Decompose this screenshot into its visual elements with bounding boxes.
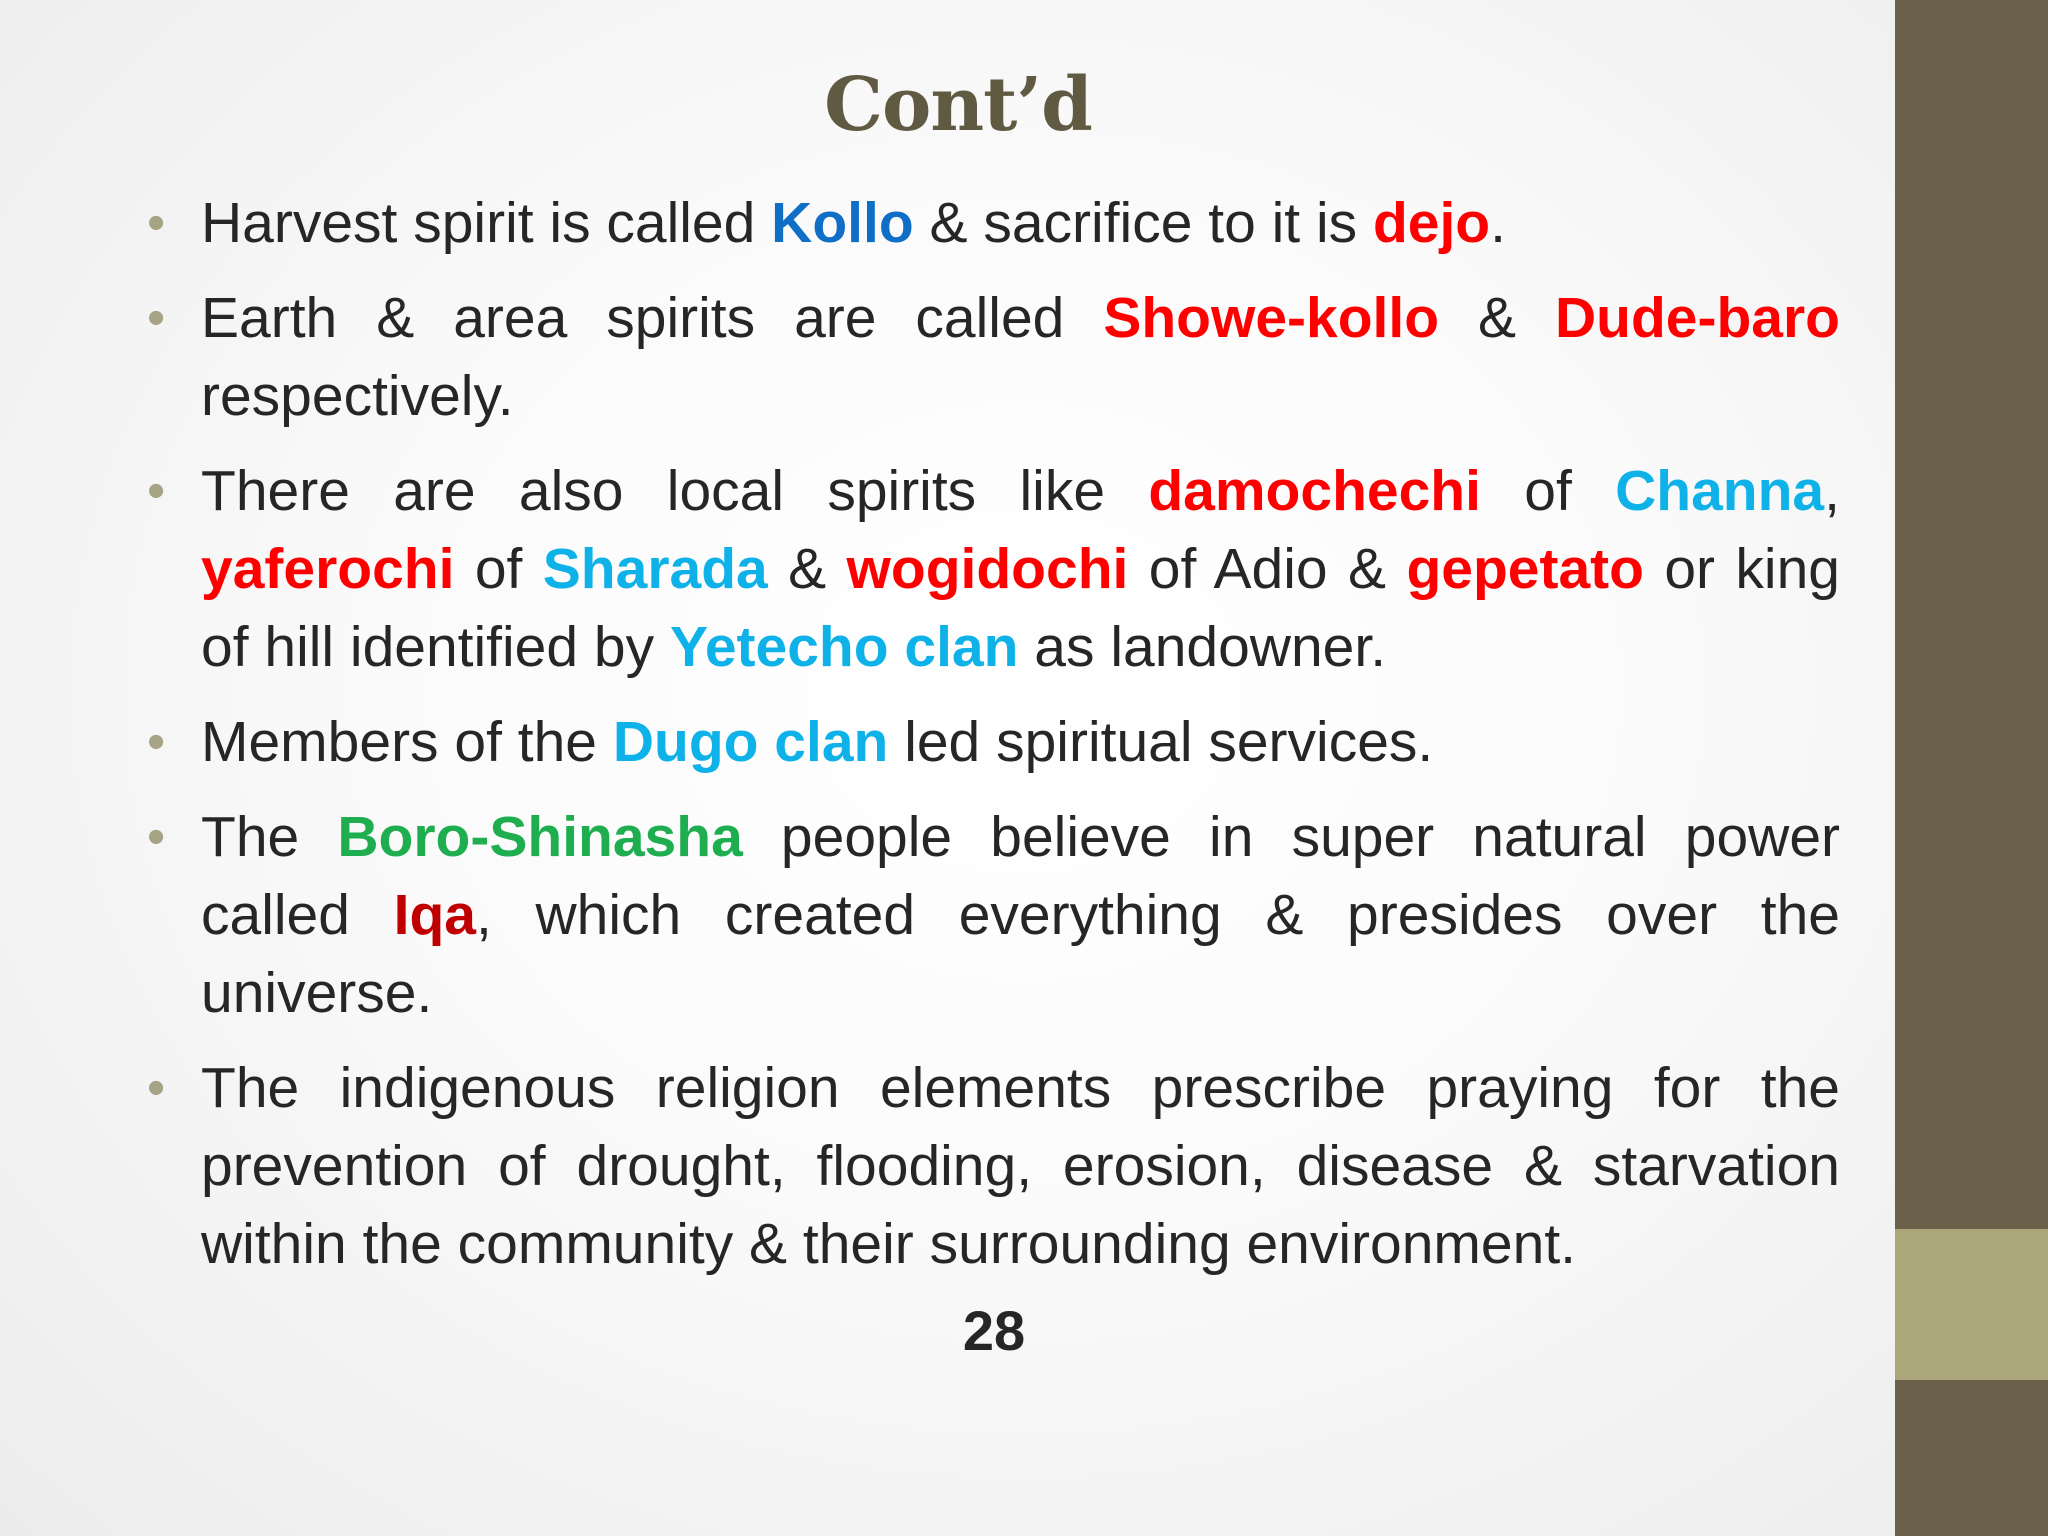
- bullet-list: [145, 184, 1840, 1300]
- bullet-text: led spiritual services.: [888, 710, 1434, 774]
- bullet-text: ,: [1824, 459, 1840, 523]
- bullet-item-dugo-clan: [145, 703, 1840, 781]
- bullet-text: &: [767, 537, 847, 601]
- bullet-text: people believe in super natural power called: [201, 805, 1841, 947]
- bullet-item-local-spirits: [145, 452, 1840, 686]
- term-yetecho-clan: Yetecho clan: [669, 615, 1019, 679]
- bullet-text: respectively.: [201, 364, 514, 428]
- term-showe-kollo: Showe-kollo: [1103, 286, 1440, 350]
- term-wogidochi: wogidochi: [846, 537, 1129, 601]
- term-channa: Channa: [1615, 459, 1825, 523]
- slide-title: Cont’d: [824, 62, 1092, 148]
- bullet-dot-icon: •: [147, 462, 166, 520]
- bullet-text: of: [454, 537, 543, 601]
- term-dude-baro: Dude-baro: [1554, 286, 1840, 350]
- bullet-text: Members of the: [201, 710, 613, 774]
- bullet-text: of: [1480, 459, 1616, 523]
- bullet-item-boro-shinasha: [145, 798, 1840, 1032]
- bullet-text: The indigenous religion elements prescribe praying for the prevention of drought, flooding, erosion, disease & starvation within the community & their surrounding environment.: [201, 1056, 1840, 1276]
- bullet-item-harvest-spirit: [145, 184, 1840, 262]
- bullet-text: & sacrifice to it is: [913, 191, 1373, 255]
- term-dejo: dejo: [1372, 191, 1491, 255]
- bullet-text: .: [1490, 191, 1506, 255]
- bullet-item-earth-spirits: [145, 279, 1840, 435]
- bullet-text: as landowner.: [1018, 615, 1387, 679]
- bullet-text: of Adio &: [1128, 537, 1407, 601]
- bullet-text: Harvest spirit is called: [201, 191, 772, 255]
- bullet-text: Earth & area spirits are called: [201, 286, 1104, 350]
- bullet-dot-icon: •: [147, 713, 166, 771]
- term-yaferochi: yaferochi: [201, 537, 455, 601]
- bullet-text: The: [201, 805, 338, 869]
- term-gepetato: gepetato: [1406, 537, 1644, 601]
- bullet-dot-icon: •: [147, 194, 166, 252]
- bullet-item-indigenous-religion: [145, 1049, 1840, 1283]
- bullet-dot-icon: •: [147, 289, 166, 347]
- term-boro-shinasha: Boro-Shinasha: [337, 805, 743, 869]
- term-sharada: Sharada: [542, 537, 768, 601]
- bullet-dot-icon: •: [147, 808, 166, 866]
- bullet-text: , which created everything & presides over the universe.: [201, 883, 1840, 1025]
- term-dugo-clan: Dugo clan: [612, 710, 889, 774]
- page-number: 28: [962, 1299, 1026, 1362]
- bullet-dot-icon: •: [147, 1059, 166, 1117]
- term-damochechi: damochechi: [1148, 459, 1481, 523]
- term-iqa: Iqa: [393, 883, 476, 947]
- bullet-text: &: [1439, 286, 1555, 350]
- bullet-text: There are also local spirits like: [201, 459, 1149, 523]
- side-decoration-accent: [1895, 1229, 2048, 1380]
- bullet-text: or king of hill identified by: [201, 537, 1841, 679]
- term-kollo: Kollo: [771, 191, 914, 255]
